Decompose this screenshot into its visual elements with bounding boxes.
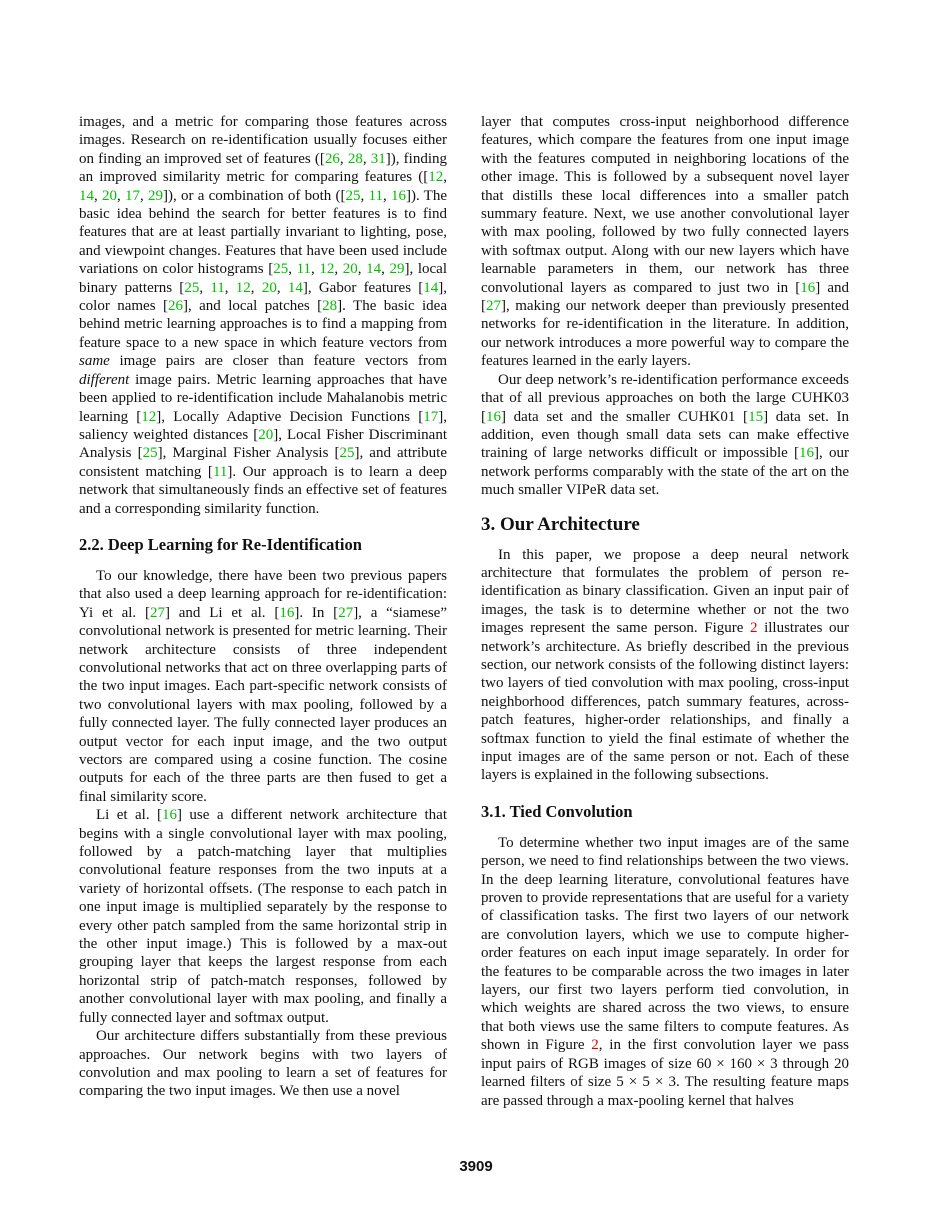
- text-run: ,: [117, 187, 125, 204]
- text-run: ] data set and the smaller CUHK01 [: [501, 408, 749, 425]
- text-run: ]), finding an improved similarity metric for comparing features ([: [79, 150, 448, 186]
- citation-link[interactable]: 27: [338, 604, 354, 621]
- citation-link[interactable]: 14: [423, 279, 439, 296]
- citation-link[interactable]: 29: [148, 187, 163, 204]
- paragraph: [481, 113, 849, 371]
- citation-link[interactable]: 12: [235, 279, 251, 296]
- citation-link[interactable]: 25: [345, 187, 361, 204]
- citation-link[interactable]: 28: [322, 298, 338, 315]
- text-run: ,: [443, 169, 447, 186]
- page-number: 3909: [459, 1158, 493, 1175]
- section-heading: 2.2. Deep Learning for Re-Identification: [79, 534, 362, 554]
- citation-link[interactable]: 17: [423, 408, 439, 425]
- text-run: , in the first convolution layer we pass input pairs of RGB images of size 60 × 160 × 3 through 20 learned filters of size 5 × 5 × 3. The resulting feature maps are passed through a max-pooling kernel that halves: [481, 1037, 850, 1109]
- left-column: [79, 113, 447, 1101]
- emphasis-text: different: [79, 371, 130, 388]
- citation-link[interactable]: 11: [296, 261, 312, 278]
- paragraph: [79, 1027, 447, 1101]
- text-run: ,: [224, 279, 236, 296]
- text-run: ,: [381, 261, 390, 278]
- citation-link[interactable]: 20: [102, 187, 117, 204]
- citation-link[interactable]: 28: [347, 150, 363, 167]
- text-run: Li et al. [: [96, 807, 162, 824]
- emphasis-text: same: [79, 353, 110, 370]
- text-run: images, and a metric for comparing those features across images. Research on re-identification usually focuses either on finding an improved set of features ([: [79, 114, 447, 167]
- text-run: ,: [311, 261, 320, 278]
- citation-link[interactable]: 16: [800, 279, 816, 296]
- text-run: ], Marginal Fisher Analysis [: [157, 445, 340, 462]
- text-run: ,: [94, 187, 102, 204]
- text-run: ], saliency weighted distances [: [79, 408, 448, 443]
- text-run: ,: [250, 279, 262, 296]
- text-run: illustrates our network’s architecture. As briefly described in the previous section, our network consists of the following distinct layers: two layers of tied convolution with max pooling, cross-input neighborhood differences, patch summary features, across-patch features, higher-order relationships, and finally a softmax function to yield the final estimate of whether the input images are of the same person or not. Each of these layers is explained in the following subsections.: [481, 620, 849, 784]
- text-run: ], local binary patterns [: [79, 261, 447, 296]
- text-run: ,: [199, 279, 211, 296]
- text-run: To determine whether two input images are of the same person, we need to find relationships between the two views. In the deep learning literature, convolutional features have proven to provide representations that are useful for a variety of classification tasks. The first two layers of our network are convolution layers, which we use to compute higher-order features on each input image separately. In order for the features to be comparable across the two images in later layers, our first two layers perform tied convolution, in which weights are shared across the two views, to ensure that both views use the same filters to compute features. As shown in Figure: [481, 834, 849, 1054]
- citation-link[interactable]: 25: [184, 279, 200, 296]
- citation-link[interactable]: 12: [141, 408, 157, 425]
- paragraph: [481, 371, 849, 500]
- paragraph: [79, 806, 447, 1027]
- citation-link[interactable]: 26: [324, 150, 340, 167]
- text-run: image pairs are closer than feature vectors from: [109, 353, 447, 370]
- citation-link[interactable]: 12: [428, 169, 444, 186]
- citation-link[interactable]: 20: [342, 261, 358, 278]
- citation-link[interactable]: 14: [79, 187, 94, 204]
- text-run: ]), or a combination of both ([: [163, 187, 346, 204]
- citation-link[interactable]: 29: [389, 261, 405, 278]
- citation-link[interactable]: 26: [167, 298, 183, 315]
- citation-link[interactable]: 20: [261, 279, 277, 296]
- text-run: ] data set. In addition, even though small data sets can make effective training of large networks difficult or impossible [: [481, 408, 849, 462]
- text-run: ]. Our approach is to learn a deep network that simultaneously finds an effective set of features and a corresponding similarity function.: [79, 463, 447, 517]
- text-run: ,: [288, 261, 297, 278]
- citation-link[interactable]: 27: [486, 298, 501, 315]
- text-run: ], color names [: [79, 279, 448, 315]
- text-run: Our deep network’s re-identification performance exceeds that of all previous approaches on both the large CUHK03 [: [481, 371, 849, 425]
- text-run: ] use a different network architecture that begins with a single convolutional layer with max pooling, followed by a patch-matching layer that multiplies convolutional feature responses from the two inputs at a variety of horizontal offsets. (The response to each patch in one input image is multiplied separately by the response to every other patch sampled from the same horizontal strip in the other input image.) This is followed by a max-out grouping layer that keeps the largest response from each horizontal strip of patch-match responses, followed by another convolutional layer with max pooling, and finally a fully connected layer and softmax output.: [79, 807, 447, 1026]
- figure-link[interactable]: 2: [591, 1037, 599, 1054]
- citation-link[interactable]: 16: [162, 807, 177, 824]
- paragraph: [79, 113, 447, 518]
- paragraph: [481, 546, 849, 785]
- text-run: ] and [: [481, 279, 850, 315]
- text-run: ], Gabor features [: [302, 279, 424, 296]
- citation-link[interactable]: 16: [390, 187, 406, 204]
- text-run: ,: [140, 187, 148, 204]
- text-run: ], and local patches [: [182, 298, 323, 315]
- text-run: ,: [357, 261, 367, 278]
- text-run: ,: [334, 261, 343, 278]
- text-run: ], Locally Adaptive Decision Functions [: [156, 408, 424, 425]
- paragraph: [481, 834, 849, 1110]
- section-heading: 3. Our Architecture: [481, 513, 640, 535]
- citation-link[interactable]: 25: [339, 445, 355, 462]
- figure-link[interactable]: 2: [750, 620, 758, 637]
- text-run: ]. In [: [294, 604, 339, 621]
- citation-link[interactable]: 20: [258, 426, 274, 443]
- citation-link[interactable]: 27: [149, 604, 165, 621]
- citation-link[interactable]: 15: [748, 408, 764, 425]
- citation-link[interactable]: 12: [319, 261, 335, 278]
- citation-link[interactable]: 11: [368, 187, 383, 204]
- text-run: ], and attribute consistent matching [: [79, 445, 448, 480]
- citation-link[interactable]: 11: [210, 279, 225, 296]
- paragraph: [79, 567, 447, 806]
- subsection-heading: 3.1. Tied Convolution: [481, 801, 633, 821]
- citation-link[interactable]: 11: [212, 463, 228, 480]
- text-run: ,: [362, 150, 371, 167]
- citation-link[interactable]: 16: [279, 604, 295, 621]
- text-run: ]). The basic idea behind the search for better features is to find features that are at least partially invariant to lighting, pose, and viewpoint changes. Features that have been used include variations on color histograms [: [79, 187, 448, 278]
- citation-link[interactable]: 14: [366, 261, 382, 278]
- text-run: To our knowledge, there have been two previous papers that also used a deep learning approach for re-identification: Yi et al. [: [79, 567, 447, 621]
- text-run: ]. The basic idea behind metric learning approaches is to find a mapping from feature space to a new space in which feature vectors from: [79, 298, 447, 351]
- text-run: ,: [276, 279, 288, 296]
- citation-link[interactable]: 14: [287, 279, 303, 296]
- text-run: ] and Li et al. [: [164, 604, 280, 621]
- text-run: ], a “siamese” convolutional network is presented for metric learning. Their network architecture consists of three independent convolutional networks that act on three overlapping parts of the two input images. Each part-specific network consists of two convolutional layers with max pooling, followed by a fully connected layer. The fully connected layer produces an output vector for each input image, and the two output vectors are compared using a cosine function. The cosine outputs for each of the three parts are then fused to get a final similarity score.: [79, 604, 447, 805]
- citation-link[interactable]: 25: [273, 261, 289, 278]
- text-run: Our architecture differs substantially from these previous approaches. Our network begins with two layers of convolution and max pooling to learn a set of features for comparing the two input images. We then use a novel: [79, 1028, 447, 1100]
- citation-link[interactable]: 16: [799, 445, 815, 462]
- text-run: ], making our network deeper than previously presented networks for re-identification in the literature. In addition, our network introduces a more powerful way to compare the features learned in the early layers.: [481, 298, 849, 370]
- citation-link[interactable]: 25: [142, 445, 158, 462]
- citation-link[interactable]: 16: [486, 408, 501, 425]
- citation-link[interactable]: 17: [125, 187, 140, 204]
- citation-link[interactable]: 31: [370, 150, 386, 167]
- text-run: ,: [382, 187, 391, 204]
- text-run: image pairs. Metric learning approaches that have been applied to re-identification include Mahalanobis metric learning [: [79, 371, 447, 425]
- text-run: layer that computes cross-input neighborhood difference features, which compare the features from one input image with the features computed in neighboring locations of the other image. This is followed by a subsequent novel layer that distills these local differences into a smaller patch summary feature. Next, we use another convolutional layer with max pooling, followed by two fully connected layers with softmax output. Along with our new layers which have learnable parameters in them, our network has three convolutional layers as compared to just two in [: [481, 114, 849, 296]
- text-run: ,: [360, 187, 369, 204]
- text-run: In this paper, we propose a deep neural network architecture that formulates the problem of person re-identification as binary classification. Given an input pair of images, the task is to determine whether or not the two images represent the same person. Figure: [481, 546, 849, 637]
- right-column: [481, 113, 849, 1110]
- text-run: ,: [339, 150, 348, 167]
- text-run: ], Local Fisher Discriminant Analysis [: [79, 426, 447, 462]
- text-run: ], our network performs comparably with the state of the art on the much smaller VIPeR data set.: [481, 445, 849, 499]
